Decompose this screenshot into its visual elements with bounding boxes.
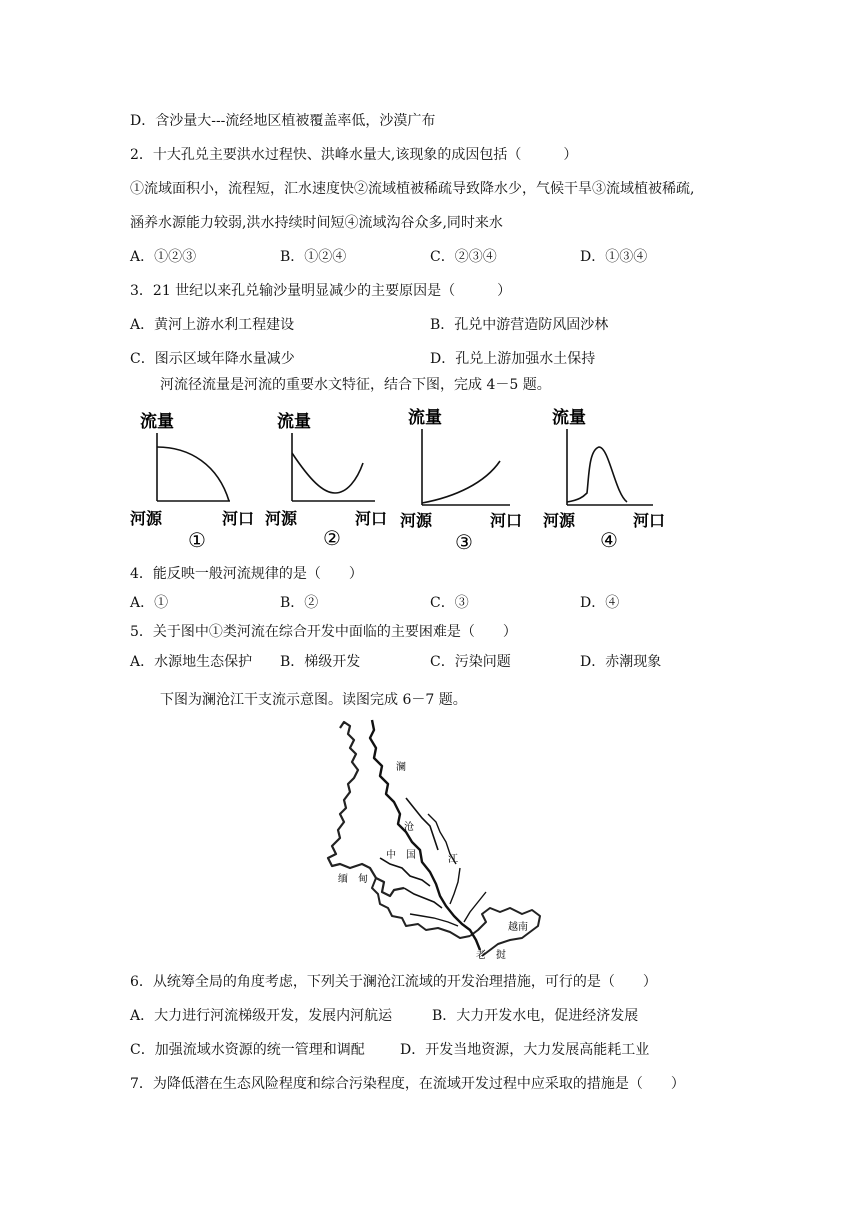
q6-stem: 6．从统筹全局的角度考虑，下列关于澜沧江流域的开发治理措施，可行的是（ ） xyxy=(130,974,657,990)
q2-stem: 2．十大孔兑主要洪水过程快、洪峰水量大,该现象的成因包括（ ） xyxy=(130,147,578,163)
graph3-number: ③ xyxy=(455,530,473,554)
lancang-main-river xyxy=(370,720,480,950)
graph4-mouth-label: 河口 xyxy=(633,511,666,530)
graph3-ylabel: 流量 xyxy=(408,408,442,428)
label-myanmar: 缅 甸 xyxy=(338,874,368,885)
graph2-ylabel: 流量 xyxy=(277,412,311,432)
q1-option-d: D．含沙量大---流经地区植被覆盖率低，沙漠广布 xyxy=(130,113,436,129)
flow-graph-1 xyxy=(130,405,260,555)
label-lan: 澜 xyxy=(396,762,406,773)
label-laos: 老 挝 xyxy=(476,950,506,961)
graph3-mouth-label: 河口 xyxy=(490,511,523,530)
q6-option-d: D．开发当地资源，大力发展高能耗工业 xyxy=(400,1042,650,1058)
q4-stem: 4．能反映一般河流规律的是（ ） xyxy=(130,566,363,582)
q3-option-c: C．图示区域年降水量减少 xyxy=(130,351,295,367)
label-jiang: 江 xyxy=(448,854,458,865)
q2-option-b: B．①②④ xyxy=(280,249,347,265)
graph3-source-label: 河源 xyxy=(400,511,433,530)
graph4-number: ④ xyxy=(600,528,618,552)
q3-option-b: B．孔兑中游营造防风固沙林 xyxy=(430,317,609,333)
graph4-source-label: 河源 xyxy=(543,511,576,530)
label-cang: 沧 xyxy=(404,822,414,833)
q5-option-a: A．水源地生态保护 xyxy=(130,654,253,670)
q4-option-c: C．③ xyxy=(430,595,469,611)
q6-option-a: A．大力进行河流梯级开发，发展内河航运 xyxy=(130,1008,393,1024)
q4-option-b: B．② xyxy=(280,595,319,611)
q5-option-d: D．赤潮现象 xyxy=(580,654,662,670)
southwest-border xyxy=(372,878,470,938)
graph1-ylabel: 流量 xyxy=(140,412,174,432)
q6-option-c: C．加强流域水资源的统一管理和调配 xyxy=(130,1042,365,1058)
graph1-number: ① xyxy=(188,528,206,552)
graph2-number: ② xyxy=(323,526,341,550)
q2-option-d: D．①③④ xyxy=(580,249,648,265)
tributary-east xyxy=(450,868,460,904)
q2-statements-line2: 涵养水源能力较弱,洪水持续时间短④流域沟谷众多,同时来水 xyxy=(130,215,503,231)
q2-option-a: A．①②③ xyxy=(130,249,197,265)
q6-option-b: B．大力开发水电，促进经济发展 xyxy=(432,1008,639,1024)
q5-option-c: C．污染问题 xyxy=(430,654,511,670)
graph2-source-label: 河源 xyxy=(265,509,298,528)
graph3-curve xyxy=(422,461,500,503)
q3-stem: 3．21 世纪以来孔兑输沙量明显减少的主要原因是（ ） xyxy=(130,283,512,299)
label-china: 中 国 xyxy=(386,850,416,861)
q3-option-d: D．孔兑上游加强水土保持 xyxy=(430,351,596,367)
q5-option-b: B．梯级开发 xyxy=(280,654,361,670)
q4-option-a: A．① xyxy=(130,595,169,611)
graph1-curve xyxy=(157,447,229,501)
q3-option-a: A．黄河上游水利工程建设 xyxy=(130,317,295,333)
graph2-curve xyxy=(292,453,363,493)
label-vietnam: 越南 xyxy=(508,922,528,933)
graph2-mouth-label: 河口 xyxy=(355,509,388,528)
tributary-middle xyxy=(404,888,442,908)
lancang-river-map xyxy=(310,718,550,963)
q5-stem: 5．关于图中①类河流在综合开发中面临的主要困难是（ ） xyxy=(130,624,517,640)
graph4-ylabel: 流量 xyxy=(552,408,586,428)
q7-stem: 7．为降低潜在生态风险程度和综合污染程度，在流域开发过程中应采取的措施是（ ） xyxy=(130,1076,685,1092)
q2-option-c: C．②③④ xyxy=(430,249,497,265)
graph4-curve xyxy=(567,447,627,502)
flow-graph-2 xyxy=(265,405,395,555)
flow-graph-4 xyxy=(543,405,673,555)
china-myanmar-border xyxy=(328,722,404,896)
graph1-mouth-label: 河口 xyxy=(222,509,255,528)
graph1-source-label: 河源 xyxy=(130,509,163,528)
flow-graph-3 xyxy=(400,405,530,555)
q4-option-d: D．④ xyxy=(580,595,620,611)
intro-4-5: 河流径流量是河流的重要水文特征，结合下图，完成 4－5 题。 xyxy=(160,377,551,393)
q2-statements-line1: ①流域面积小，流程短，汇水速度快②流域植被稀疏导致降水少，气候干旱③流域植被稀疏, xyxy=(130,181,695,197)
intro-6-7: 下图为澜沧江干支流示意图。读图完成 6－7 题。 xyxy=(160,692,467,708)
